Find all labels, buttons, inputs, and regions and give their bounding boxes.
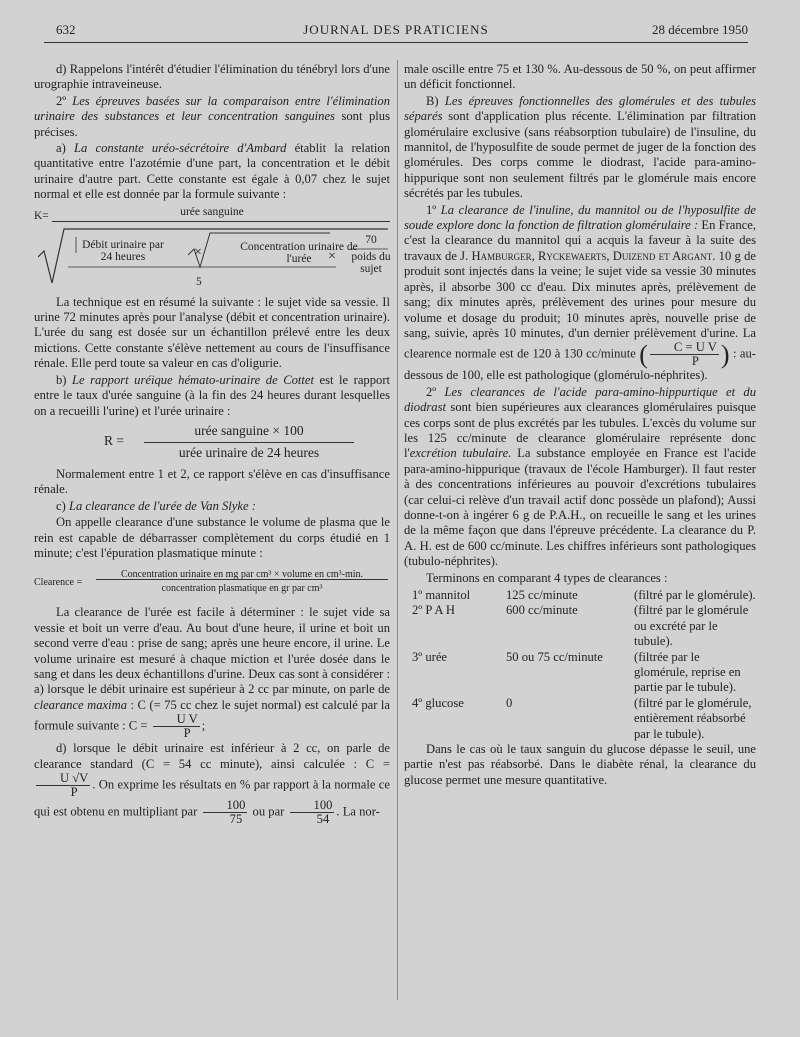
paragraph: B) Les épreuves fonctionnelles des glomérules et des tubules séparés sont d'application plus récente. L'élimination par filtration glomérulaire exclusive (sans réabsorption tubulaire) de l'insuline, du mannitol, de l'hyposulfite de soude permet de juger de la fonction des glomérules. Des corps comme le diodrast, l'acide para-amino-hippurique sont non seulement filtrés par le glomérule mais encore sécrétés par les tubules. bbox=[404, 93, 756, 201]
paragraph: b) Le rapport uréique hémato-urinaire de Cottet est le rapport entre le taux d'urée sanguine (à la fin des 24 heures durant lesquelles on a recueilli l'urine) et l'urée urinaire : bbox=[34, 372, 391, 418]
paragraph: On appelle clearance d'une substance le volume de plasma que le rein est capable de débarrasser complètement du corps étudié en 1 minute; c'est l'épuration plasmatique minute : bbox=[34, 515, 390, 560]
issue-date: 28 décembre 1950 bbox=[651, 22, 748, 37]
clearance-formula: Clearence = Concentration urinaire en mg par cm³ × volume en cm³-min. concentration plasmatique en gr par cm³ bbox=[34, 567, 390, 597]
ambard-formula: K= urée sanguine Débit urinaire par 24 heures × Concentration urinaire de l'urée × 5 70 poids du sujet bbox=[34, 205, 391, 288]
paragraph: male oscille entre 75 et 130 %. Au-dessous de 50 %, on peut affirmer un déficit fonctionnel. bbox=[404, 62, 756, 92]
paragraph: Terminons en comparant 4 types de clearances : bbox=[426, 570, 668, 585]
paragraph: a) La constante uréo-sécrétoire d'Ambard établit la relation quantitative entre l'azotémie d'une part, la concentration et le débit urinaire d'autre part. Cette constante est égale à 0,07 chez le sujet normal et elle est donnée par la formule suivante : bbox=[34, 141, 391, 202]
cottet-formula: R = urée sanguine × 100 urée urinaire de 24 heures bbox=[34, 423, 390, 463]
header-rule bbox=[44, 42, 748, 43]
journal-title: JOURNAL DES PRATICIENS bbox=[303, 22, 489, 37]
clearance-table bbox=[404, 588, 756, 742]
column-separator bbox=[397, 60, 398, 1000]
paragraph: La clearance de l'urée est facile à déterminer : le sujet vide sa vessie et boit un verre d'eau. Au bout d'une heure, il urine et boit un second verre d'eau : prise de sang; après une heure encore, il urine. Le volume urinaire est mesuré à chaque miction et l'urée dosée dans le sang et dans les deux échantillons d'urine. Deux cas sont à considérer : a) lorsque le débit urinaire est supérieur à 2 cc par minute, on parle de clearance maxima : C (= 75 cc chez le sujet normal) est calculé par la formule suivante : C = $\frac{\text{U V}}{P}$ ; bbox=[34, 605, 390, 741]
paragraph: d) Rappelons l'intérêt d'étudier l'élimination du ténébryl lors d'une urographie intraveineuse. bbox=[34, 62, 390, 92]
page-header bbox=[44, 20, 748, 42]
paragraph: d) lorsque le débit urinaire est inférieur à 2 cc, on parle de clearance standard (C = 54 cc minute), ainsi calculée : C = $\frac{U √V}{P}$ . On exprime les résultats en % par rapport à la normale ce qui est obtenu en multipliant par $\frac{100}{75}$ ou par $\frac{100}{54}$ . La nor- bbox=[34, 741, 390, 826]
paragraph: Dans le cas où le taux sanguin du glucose dépasse le seuil, une partie n'est pas réabsorbé. Dans le diabète rénal, la clearance du glucose permet une mesure quantitative. bbox=[404, 742, 756, 787]
table-row: 3º urée 50 ou 75 cc/minute (filtrée par le glomérule, reprise en partie par le tubule). bbox=[412, 649, 741, 695]
paragraph: Normalement entre 1 et 2, ce rapport s'élève en cas d'insuffisance rénale. bbox=[34, 466, 390, 497]
paragraph: La technique est en résumé la suivante : le sujet vide sa vessie. Il urine 72 minutes après pour l'analyse (débit et concentration urinaire). L'urée du sang est dosée sur un échantillon prélevé entre les deux mictions. Cette constante s'élève nettement au cours de l'insuffisance rénale. Elle perd toute sa valeur en cas d'oligurie. bbox=[34, 294, 390, 371]
paragraph: 2º Les épreuves basées sur la comparaison entre l'élimination urinaire des substances et leur concentration sanguines sont plus précises. bbox=[34, 93, 390, 139]
left-column bbox=[34, 62, 390, 827]
table-row: 4º glucose 0 (filtré par le glomérule, entièrement réabsorbé par le tubule). bbox=[412, 695, 752, 741]
right-column bbox=[404, 62, 756, 789]
paragraph: 1º La clearance de l'inuline, du mannitol ou de l'hyposulfite de soude explore donc la fonction de filtration glomérulaire : En France, c'est la clearance du mannitol qui a acquis la faveur à la suite des travaux de J. Hamburger, Ryckewaerts, Duizend et Argant. 10 g de produit sont injectés dans la veine; le sujet vide sa vessie 30 minutes après, il absorbe 300 cc d'eau. Dix minutes après, prélèvement de sang; dix minutes après, prélèvement des urines pour mesure du volume et dosage du produit; 10 minutes après, nouvelle prise de sang, suivie, après 10 minutes, d'un dernier prélèvement d'urine. La clearence normale est de 120 à 130 cc/minute ( $\frac{\text{C = U V}}{P}$ ) : au-dessous de 100, elle est pathologique (glomérulo-néphrites). bbox=[404, 202, 756, 383]
paragraph: 2º Les clearances de l'acide para-amino-hippurtique et du diodrast sont bien supérieures aux clearances glomérulaires puisque ces corps sont de plus excrétés par les tubules. L'excès du volume sur les 125 cc/minute de clearance glomérulaire représente donc l'excrétion tubulaire. La substance employée en France est l'acide para-amino-hippurique (travaux de l'école Hamburger). Il faut rester à des concentrations inférieures au pouvoir d'excrétions tubulaires (car celui-ci relève d'un travail actif donc possède un plafond); Aussi donne-t-on à ingérer 6 g de P.A.H., on recueille le sang et les urines de la même façon que dans l'épreuve précédente. La clearance du P. A. H. est de 600 cc/minute. Les chiffres inférieurs sont pathologiques (tubulo-néphrites). bbox=[404, 384, 756, 569]
paragraph: c) La clearance de l'urée de Van Slyke : bbox=[56, 498, 256, 513]
table-row: 2º P A H 600 cc/minute (filtré par le glomérule ou excrété par le tubule). bbox=[412, 603, 749, 649]
table-row: 1º mannitol 125 cc/minute (filtré par le glomérule). bbox=[412, 588, 756, 602]
page-number: 632 bbox=[56, 22, 76, 37]
